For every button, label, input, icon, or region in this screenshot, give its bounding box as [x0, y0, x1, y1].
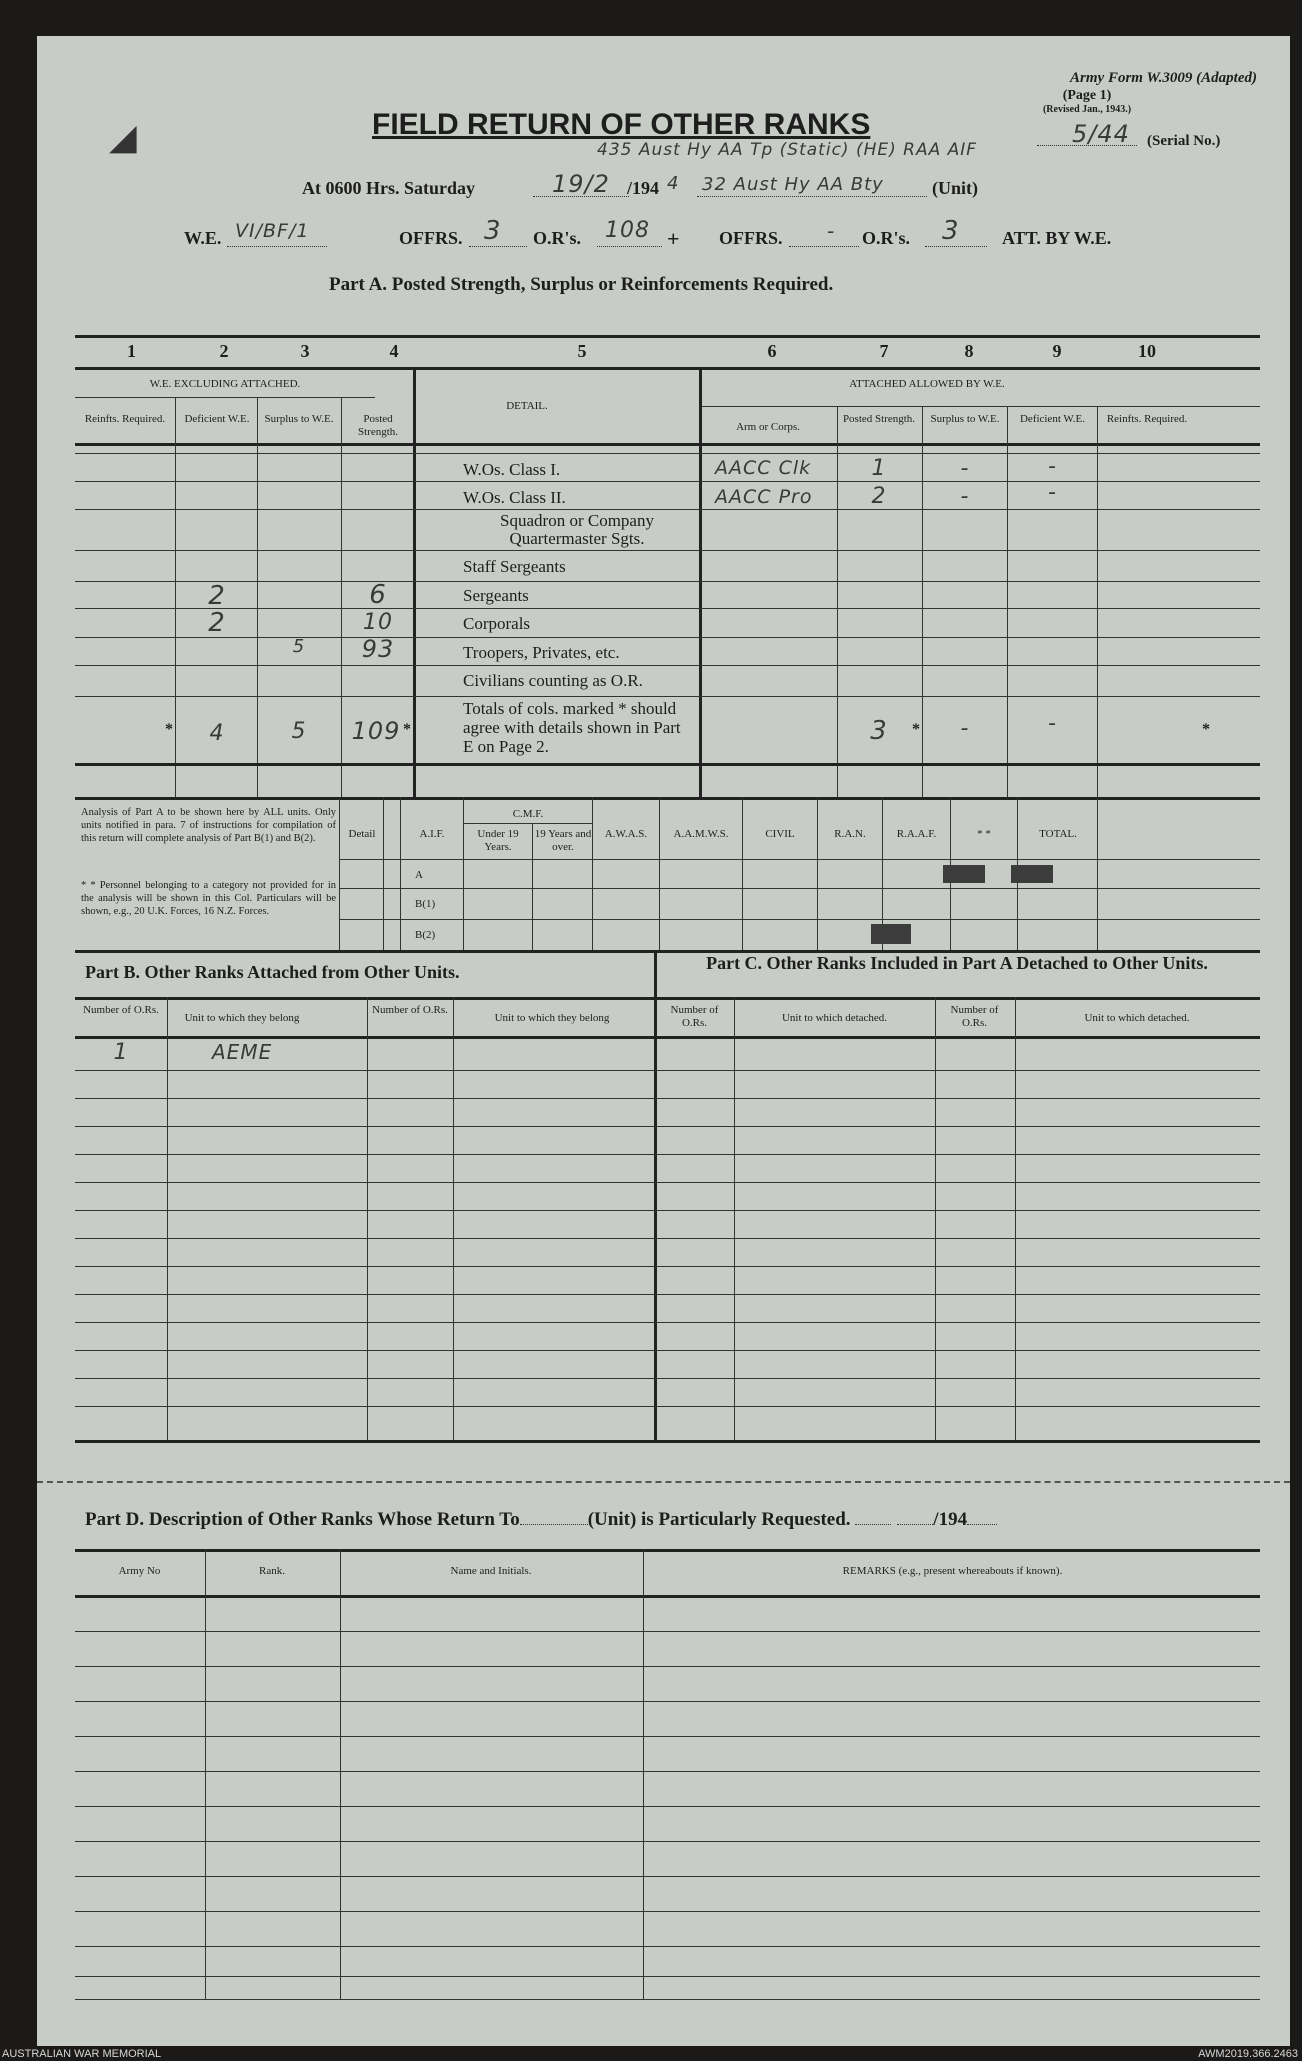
att-by-we-label: ATT. BY W.E.	[1002, 228, 1112, 248]
tot-col4-star: *	[403, 721, 411, 738]
wo1-deficient: -	[1048, 454, 1057, 479]
analysis-cmf-hdr: C.M.F.	[512, 808, 544, 820]
part-c-num-hdr-1: Number of O.Rs.	[670, 1004, 719, 1029]
hdr-att-deficient: Deficient W.E.	[1019, 413, 1086, 425]
col-num-10: 10	[1138, 341, 1156, 361]
part-c-num-hdr-2: Number of O.Rs.	[950, 1004, 999, 1029]
ran-a-blocked	[943, 865, 985, 883]
tot-col1-star: *	[165, 721, 173, 738]
footer-accession: AWM2019.366.2463	[1198, 2048, 1298, 2060]
part-d-name-hdr: Name and Initials.	[450, 1565, 532, 1577]
offrs-attached-line	[789, 246, 859, 247]
tot-deficient: 4	[209, 721, 225, 746]
ors-attached-value: 3	[942, 216, 960, 246]
analysis-other-hdr: * *	[977, 828, 991, 840]
analysis-under19-hdr: Under 19 Years.	[477, 828, 519, 853]
wo1-arm-corps: AACC Clk	[715, 457, 812, 479]
part-b-num-hdr-2: Number of O.Rs.	[372, 1004, 448, 1016]
wo1-posted: 1	[871, 456, 887, 481]
part-d-rank-hdr: Rank.	[259, 1565, 285, 1577]
row-corporals: Corporals	[463, 614, 531, 633]
cpl-deficient: 2	[208, 608, 226, 638]
ors-attached-label: O.R's.	[862, 228, 911, 248]
col-num-4: 4	[389, 341, 399, 361]
sgt-deficient: 2	[208, 581, 226, 611]
tot-att-surplus: -	[960, 716, 970, 741]
form-title: FIELD RETURN OF OTHER RANKS	[372, 108, 871, 141]
part-c-unit-hdr-1: Unit to which detached.	[781, 1012, 888, 1024]
wo2-deficient: -	[1048, 480, 1057, 505]
detail-header: DETAIL.	[506, 400, 548, 412]
col-num-7: 7	[879, 341, 889, 361]
cpl-posted: 10	[363, 610, 393, 635]
we-label: W.E.	[184, 228, 222, 248]
col-num-9: 9	[1052, 341, 1062, 361]
part-d-army-no-hdr: Army No	[118, 1565, 161, 1577]
analysis-ran-hdr: R.A.N.	[834, 828, 866, 840]
unit-line	[697, 196, 927, 197]
row-wos-class-2: W.Os. Class II.	[463, 488, 566, 507]
unit-label: (Unit)	[932, 178, 978, 198]
offrs-line	[469, 246, 527, 247]
ors-label: O.R's.	[533, 228, 582, 248]
row-totals: Totals of cols. marked * should agree with details shown in Part E on Page 2.	[463, 699, 681, 756]
hdr-reinfts: Reinfts. Required.	[84, 413, 166, 425]
col-num-8: 8	[964, 341, 974, 361]
plus-sign: +	[667, 226, 680, 251]
part-c-unit-hdr-2: Unit to which detached.	[1084, 1012, 1190, 1024]
hdr-arm-corps: Arm or Corps.	[736, 421, 800, 433]
analysis-row-b1: B(1)	[415, 898, 436, 910]
analysis-aif-hdr: A.I.F.	[419, 828, 445, 840]
analysis-detail-hdr: Detail	[348, 828, 376, 840]
unit-value: 32 Aust Hy AA Bty	[702, 174, 884, 195]
part-b-unit-hdr-1: Unit to which they belong	[184, 1012, 300, 1024]
sgt-posted: 6	[369, 580, 387, 610]
footer-source: AUSTRALIAN WAR MEMORIAL	[2, 2048, 162, 2060]
hdr-att-reinfts: Reinfts. Required.	[1106, 413, 1188, 425]
analysis-over19-hdr: 19 Years and over.	[534, 828, 592, 853]
serial-line	[1037, 145, 1137, 146]
row-civilians: Civilians counting as O.R.	[463, 671, 643, 690]
ors-attached-line	[925, 246, 987, 247]
hdr-att-surplus: Surplus to W.E.	[930, 413, 1000, 425]
year-label: /194	[627, 178, 660, 198]
col-num-6: 6	[767, 341, 777, 361]
year-value: 4	[667, 173, 680, 194]
revised-date: (Revised Jan., 1943.)	[1042, 104, 1132, 115]
tot-att-deficient: -	[1048, 711, 1057, 736]
row-sqn-qm-sgts: Squadron or Company Quartermaster Sgts.	[500, 511, 654, 548]
tot-surplus: 5	[291, 719, 307, 744]
part-d-year: /194	[933, 1509, 968, 1530]
offrs-attached-label: OFFRS.	[719, 228, 783, 248]
serial-value: 5/44	[1072, 120, 1130, 148]
tot-col7-star: *	[912, 721, 920, 738]
offrs-value: 3	[484, 216, 502, 246]
serial-label: (Serial No.)	[1147, 133, 1221, 149]
analysis-row-b2: B(2)	[415, 929, 436, 941]
wo2-posted: 2	[871, 484, 887, 509]
tot-posted: 109	[351, 717, 401, 745]
part-d-remarks-hdr: REMARKS (e.g., present whereabouts if known).	[842, 1565, 1063, 1577]
part-d-day-blank[interactable]	[855, 1524, 891, 1525]
we-value: VI/BF/1	[235, 220, 310, 242]
hdr-att-posted: Posted Strength.	[842, 413, 916, 425]
wo2-arm-corps: AACC Pro	[715, 486, 813, 508]
civil-b2-blocked	[871, 924, 911, 944]
analysis-civil-hdr: CIVIL	[765, 828, 795, 840]
corner-mark: ◢	[109, 117, 137, 157]
row-staff-sergeants: Staff Sergeants	[463, 557, 566, 576]
row-wos-class-1: W.Os. Class I.	[463, 460, 561, 479]
part-d-year-blank[interactable]	[967, 1524, 997, 1525]
we-line	[227, 246, 327, 247]
hdr-surplus: Surplus to W.E.	[264, 413, 334, 425]
attached-allowed-header: ATTACHED ALLOWED BY W.E.	[849, 378, 1005, 390]
part-b-num-hdr-1: Number of O.Rs.	[83, 1004, 159, 1016]
col-num-1: 1	[127, 341, 136, 361]
part-a-title: Part A. Posted Strength, Surplus or Reinforcements Required.	[329, 274, 834, 295]
wo1-surplus: -	[960, 456, 970, 481]
ors-value: 108	[605, 218, 650, 243]
wo2-surplus: -	[960, 484, 970, 509]
tpr-posted: 93	[361, 635, 395, 663]
date-value: 19/2	[552, 170, 610, 198]
tear-line	[37, 1481, 1290, 1483]
ors-line	[597, 246, 662, 247]
offrs-attached-value: -	[827, 219, 836, 243]
col-num-5: 5	[577, 341, 587, 361]
part-d-title-b: (Unit) is Particularly Requested.	[587, 1509, 851, 1530]
tpr-surplus: 5	[292, 636, 306, 657]
offrs-label: OFFRS.	[399, 228, 463, 248]
analysis-raaf-hdr: R.A.A.F.	[896, 828, 937, 840]
col-num-3: 3	[300, 341, 310, 361]
part-b-entry-num: 1	[113, 1040, 129, 1065]
part-b-title: Part B. Other Ranks Attached from Other Units.	[85, 962, 460, 982]
part-b-entry-unit: AEME	[212, 1040, 273, 1064]
part-d-title-a: Part D. Description of Other Ranks Whose Return To	[85, 1509, 520, 1530]
part-d-month-blank[interactable]	[897, 1524, 933, 1525]
hdr-posted: Posted Strength.	[357, 413, 399, 438]
part-d-unit-blank[interactable]	[520, 1524, 588, 1525]
form-sheet	[37, 36, 1290, 2046]
part-c-title: Part C. Other Ranks Included in Part A Detached to Other Units.	[706, 953, 1208, 973]
part-d-title	[85, 1509, 997, 1531]
tot-col10-star: *	[1202, 721, 1210, 738]
raaf-a-blocked	[1011, 865, 1053, 883]
analysis-total-hdr: TOTAL.	[1039, 828, 1077, 840]
at-time-label: At 0600 Hrs. Saturday	[302, 178, 476, 198]
col-num-2: 2	[219, 341, 229, 361]
analysis-note-1: Analysis of Part A to be shown here by ALL units. Only units notified in para. 7 of instructions for compilation of this return will complete analysis of Part B(1) and B(2).	[81, 807, 336, 844]
analysis-awas-hdr: A.W.A.S.	[604, 828, 648, 840]
hdr-deficient: Deficient W.E.	[184, 413, 250, 425]
analysis-note-2: * * Personnel belonging to a category not provided for in the analysis will be shown in this Col. Particulars will be shown, e.g., 20 U.K. Forces, 16 N.Z. Forces.	[81, 880, 336, 917]
row-sergeants: Sergeants	[463, 586, 529, 605]
unit-handwritten-top: 435 Aust Hy AA Tp (Static) (HE) RAA AIF	[597, 140, 978, 160]
part-b-unit-hdr-2: Unit to which they belong	[494, 1012, 610, 1024]
analysis-row-a: A	[415, 869, 423, 881]
page-number: (Page 1)	[1062, 88, 1112, 103]
we-excluding-header: W.E. EXCLUDING ATTACHED.	[149, 378, 301, 390]
analysis-aamws-hdr: A.A.M.W.S.	[673, 828, 729, 840]
form-number: Army Form W.3009 (Adapted)	[1070, 70, 1257, 86]
tot-att-posted: 3	[870, 716, 888, 746]
row-troopers: Troopers, Privates, etc.	[463, 643, 620, 662]
